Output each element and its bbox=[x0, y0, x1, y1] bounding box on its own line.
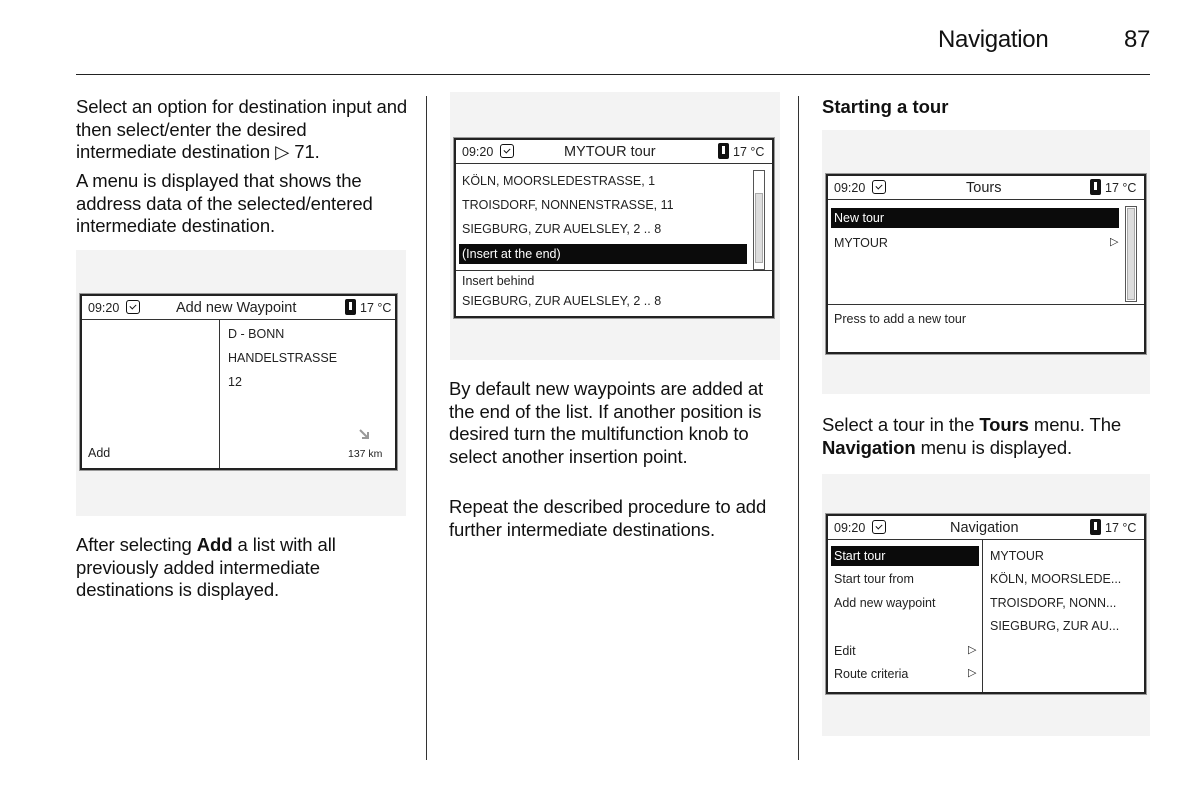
footer-label: Insert behind bbox=[462, 274, 535, 288]
col3-paragraph-1: Select a tour in the Tours menu. The Navigation menu is displayed. bbox=[822, 414, 1122, 458]
screen-temperature: 17 °C bbox=[733, 145, 765, 159]
screen-temperature: 17 °C bbox=[1105, 521, 1137, 535]
thermometer-icon bbox=[1090, 519, 1101, 535]
tour-stop: TROISDORF, NONN... bbox=[990, 596, 1117, 610]
tour-stop-item[interactable]: SIEGBURG, ZUR AUELSLEY, 2 .. 8 bbox=[462, 222, 662, 236]
tour-stop: KÖLN, MOORSLEDE... bbox=[990, 572, 1122, 586]
clock-icon bbox=[126, 300, 140, 314]
subheading-starting-a-tour: Starting a tour bbox=[822, 96, 949, 117]
screen-status-bar bbox=[828, 516, 1144, 540]
screen-temperature: 17 °C bbox=[1105, 181, 1137, 195]
screen-divider bbox=[219, 320, 220, 468]
submenu-arrow-icon: ▷ bbox=[968, 644, 977, 656]
footer-hint: Press to add a new tour bbox=[834, 312, 967, 326]
col1-paragraph-1: Select an option for destination input and then select/enter the desired intermediate destination ▷ 71. bbox=[76, 96, 408, 162]
thermometer-icon bbox=[345, 299, 356, 315]
menu-item-start-tour-from[interactable]: Start tour from bbox=[834, 572, 914, 586]
page-number: 87 bbox=[1124, 26, 1151, 53]
address-line: HANDELSTRASSE bbox=[228, 351, 338, 365]
submenu-arrow-icon: ▷ bbox=[968, 667, 977, 679]
thermometer-icon bbox=[718, 143, 729, 159]
screen-title: MYTOUR tour bbox=[564, 144, 656, 160]
navigation-keyword: Navigation bbox=[822, 436, 916, 458]
screen-title: Add new Waypoint bbox=[176, 300, 297, 316]
menu-item-route-criteria[interactable]: Route criteria bbox=[834, 667, 909, 681]
navigation-screen bbox=[826, 514, 1146, 694]
mytour-screen bbox=[454, 138, 774, 318]
column-divider-2 bbox=[798, 96, 799, 760]
add-waypoint-screen bbox=[80, 294, 397, 470]
screen-status-bar bbox=[82, 296, 395, 320]
screen-status-bar bbox=[828, 176, 1144, 200]
cross-reference-arrow-icon: ▷ bbox=[275, 141, 290, 162]
menu-item-edit[interactable]: Edit bbox=[834, 644, 856, 658]
tours-keyword: Tours bbox=[979, 414, 1029, 435]
list-scrollbar[interactable] bbox=[753, 170, 765, 270]
screen-temperature: 17 °C bbox=[360, 301, 392, 315]
screen-divider bbox=[456, 270, 772, 271]
tour-stop-item[interactable]: TROISDORF, NONNENSTRASSE, 11 bbox=[462, 198, 674, 212]
add-menu-item[interactable]: Add bbox=[88, 446, 111, 460]
screen-time: 09:20 bbox=[834, 521, 866, 535]
screen-title: Tours bbox=[966, 180, 1002, 196]
tours-screen bbox=[826, 174, 1146, 354]
clock-icon bbox=[872, 180, 886, 194]
scrollbar-thumb[interactable] bbox=[1127, 208, 1135, 300]
navigation-screen-figure bbox=[822, 474, 1150, 736]
clock-icon bbox=[872, 520, 886, 534]
insert-at-end-item[interactable]: (Insert at the end) bbox=[459, 244, 747, 264]
menu-item-add-new-waypoint[interactable]: Add new waypoint bbox=[834, 596, 936, 610]
tours-screen-figure bbox=[822, 130, 1150, 394]
waypoint-screen-figure bbox=[76, 250, 406, 516]
tour-item-mytour[interactable]: MYTOUR bbox=[834, 236, 888, 250]
new-tour-item[interactable]: New tour bbox=[831, 208, 1119, 228]
header-rule bbox=[76, 74, 1150, 75]
scrollbar-thumb[interactable] bbox=[755, 193, 763, 263]
col1-paragraph-2: A menu is displayed that shows the address data of the selected/entered intermediate destination. bbox=[76, 170, 373, 236]
screen-title: Navigation bbox=[950, 520, 1019, 536]
thermometer-icon bbox=[1090, 179, 1101, 195]
screen-time: 09:20 bbox=[834, 181, 866, 195]
cross-reference-link[interactable]: 71. bbox=[294, 141, 320, 162]
screen-time: 09:20 bbox=[462, 145, 494, 159]
col1-paragraph-3: After selecting Add a list with all previously added intermediate destinations is displayed. bbox=[76, 534, 336, 600]
col2-paragraph-1: By default new waypoints are added at the end of the list. If another position is desired turn the multifunction knob to select another insertion point. bbox=[449, 378, 764, 467]
tour-list-screen-figure bbox=[450, 92, 780, 360]
column-divider-1 bbox=[426, 96, 427, 760]
submenu-arrow-icon: ▷ bbox=[1110, 236, 1119, 248]
screen-divider bbox=[982, 540, 983, 692]
distance-readout: 137 km bbox=[348, 448, 383, 460]
tour-stop: SIEGBURG, ZUR AU... bbox=[990, 619, 1120, 633]
start-tour-item[interactable]: Start tour bbox=[831, 546, 979, 566]
clock-icon bbox=[500, 144, 514, 158]
direction-arrow-icon bbox=[358, 428, 372, 442]
address-line: 12 bbox=[228, 375, 242, 389]
screen-time: 09:20 bbox=[88, 301, 120, 315]
col2-paragraph-2: Repeat the described procedure to add further intermediate destinations. bbox=[449, 496, 767, 540]
screen-status-bar bbox=[456, 140, 772, 164]
list-scrollbar[interactable] bbox=[1125, 206, 1137, 302]
address-line: D - BONN bbox=[228, 327, 285, 341]
tour-name: MYTOUR bbox=[990, 549, 1044, 563]
footer-value: SIEGBURG, ZUR AUELSLEY, 2 .. 8 bbox=[462, 294, 662, 308]
tour-stop-item[interactable]: KÖLN, MOORSLEDESTRASSE, 1 bbox=[462, 174, 656, 188]
add-keyword: Add bbox=[196, 534, 233, 555]
section-title: Navigation bbox=[938, 26, 1049, 53]
screen-divider bbox=[828, 304, 1144, 305]
